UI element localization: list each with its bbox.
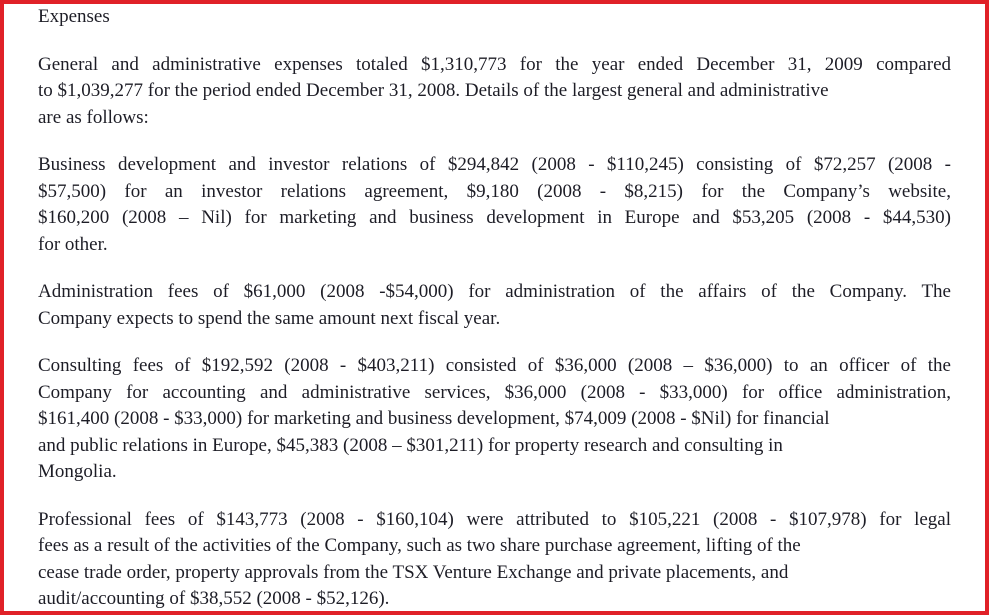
paragraph-consulting-fees [38, 353, 951, 486]
text-line: Business development and investor relations of $294,842 (2008 - $110,245) consisting of $72,257 (2008 - [38, 154, 951, 175]
text-line: to $1,039,277 for the period ended December 31, 2008. Details of the largest general and administrative [38, 80, 829, 101]
text-line: $57,500) for an investor relations agreement, $9,180 (2008 - $8,215) for the Company’s website, [38, 180, 951, 202]
text-line: General and administrative expenses totaled $1,310,773 for the year ended December 31, 2009 compared [38, 53, 951, 75]
paragraph-administration-fees [38, 279, 951, 332]
text-line: and public relations in Europe, $45,383 (2008 – $301,211) for property research and consulting in [38, 434, 783, 456]
text-line: cease trade order, property approvals from the TSX Venture Exchange and private placements, and [38, 561, 789, 583]
text-line: Professional fees of $143,773 (2008 - $160,104) were attributed to $105,221 (2008 - $107,978) for legal [38, 508, 951, 530]
paragraph-ga-totals [38, 52, 951, 132]
text-line: $160,200 (2008 – Nil) for marketing and business development in Europe and $53,205 (2008 - $44,530) [38, 207, 951, 228]
text-line: fees as a result of the activities of the Company, such as two share purchase agreement, lifting of the [38, 535, 801, 556]
text-line: Administration fees of $61,000 (2008 -$54,000) for administration of the affairs of the Company. The [38, 281, 951, 302]
text-line: $161,400 (2008 - $33,000) for marketing and business development, $74,009 (2008 - $Nil) for financial [38, 408, 830, 429]
paragraph-business-development [38, 152, 951, 258]
text-line: are as follows: [38, 106, 149, 128]
section-heading: Expenses [38, 6, 110, 27]
paragraph-professional-fees [38, 507, 951, 613]
text-line: Company for accounting and administrative services, $36,000 (2008 - $33,000) for office administration, [38, 381, 951, 403]
text-line: Consulting fees of $192,592 (2008 - $403,211) consisted of $36,000 (2008 – $36,000) to an officer of the [38, 355, 951, 376]
text-line: Mongolia. [38, 461, 117, 482]
text-line: Company expects to spend the same amount next fiscal year. [38, 307, 501, 329]
text-line: audit/accounting of $38,552 (2008 - $52,126). [38, 588, 390, 609]
text-line: for other. [38, 233, 108, 255]
